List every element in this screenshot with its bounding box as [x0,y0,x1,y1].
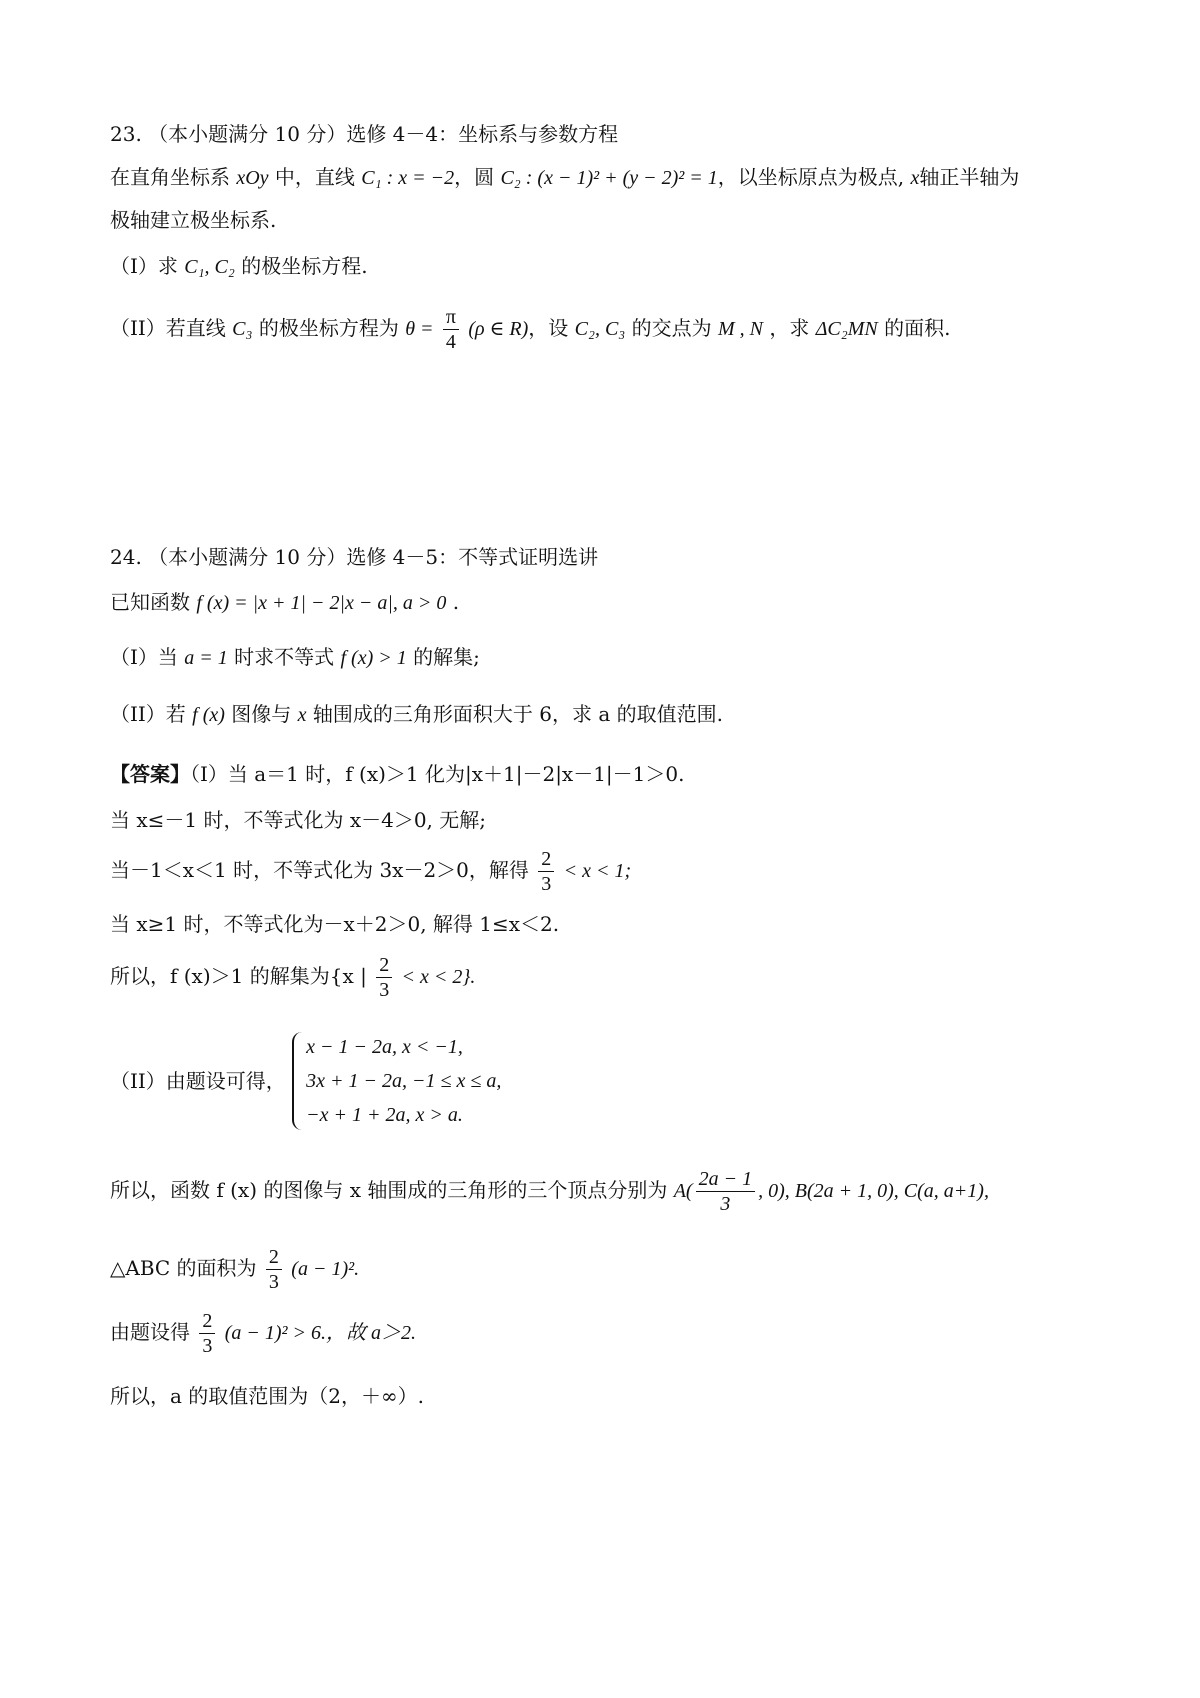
answer-line-8-fraction [266,1245,282,1294]
q23-part2-text-f: 的面积. [884,316,951,340]
q23-stem-xoy: xOy [236,167,269,189]
q23-part2-mn: M , N [717,318,763,340]
q23-stem-text-a: 在直角坐标系 [110,165,230,189]
q23-part2-c2c3: C₂, C₃ [574,318,626,340]
q23-part2-rho: (ρ ∈ R) [468,318,529,340]
q24-part1-text-c: 的解集; [413,645,480,669]
q23-part2-text-c: ，设 [528,316,569,340]
q23-stem-text-d: ，以坐标原点为极点, [717,165,905,189]
q23-part2-4: 4 [445,331,456,353]
q23-part2-text-b: 的极坐标方程为 [258,316,399,340]
q24-stem-text-b: . [452,590,460,614]
answer-line-7 [110,1162,989,1219]
q24-header: 24. （本小题满分 10 分）选修 4－5：不等式证明选讲 [110,545,599,569]
q23-part2 [110,300,950,357]
q23-part2-triangle: ΔC₂MN [815,318,878,340]
q24-part2-text-a: （II）若 [110,702,186,726]
brace-icon [292,1032,304,1130]
q23-stem [110,163,1019,192]
q24-part2-f: f (x) [192,704,225,726]
answer-line-3-fraction [538,847,554,896]
piecewise-function [292,1030,501,1132]
q23-stem-text-b: 中，直线 [274,165,355,189]
answer-line-3-den: 3 [541,873,552,895]
q24-stem-text-a: 已知函数 [110,590,190,614]
answer-line-7-den: 3 [720,1193,731,1215]
q23-part1-text-b: 的极坐标方程. [241,254,368,278]
answer-line-5-text-b: < x < 2}. [401,966,476,988]
q24-part2-text-c: 轴围成的三角形面积大于 6，求 a 的取值范围. [312,702,723,726]
q24-part1-ineq: f (x) > 1 [340,647,407,669]
answer-line-5-den: 3 [379,979,390,1001]
q23-part2-text-d: 的交点为 [631,316,712,340]
answer-line-5 [110,948,475,1005]
q24-part2-x: x [297,704,307,726]
q24-function: f (x) = |x + 1| − 2|x − a|, a > 0 [196,592,447,614]
answer-line-4: 当 x≥1 时，不等式化为－x＋2＞0, 解得 1≤x＜2. [110,912,560,936]
answer-line-9-text-a: 由题设得 [110,1320,190,1344]
q24-part1-cond: a = 1 [184,647,228,669]
answer-tag: 【答案】 [110,762,190,786]
q23-circle-c2: C₂ : (x − 1)² + (y − 2)² = 1 [500,167,718,189]
answer-line-1 [110,760,684,788]
answer-line-10: 所以，a 的取值范围为（2，＋∞）. [110,1384,425,1408]
answer-line-6-text: （II）由题设可得， [110,1069,286,1093]
q24-part1-text-b: 时求不等式 [234,645,335,669]
case-1: x − 1 − 2a, x < −1, [306,1036,463,1058]
q23-part1 [110,252,368,281]
answer-line-8-den: 3 [268,1271,279,1293]
q23-part2-pi: π [443,305,459,330]
answer-line-2: 当 x≤－1 时，不等式化为 x－4＞0, 无解; [110,808,487,832]
case-2: 3x + 1 − 2a, −1 ≤ x ≤ a, [306,1070,502,1092]
q24-part2 [110,700,723,729]
answer-line-5-num: 2 [376,953,392,978]
answer-line-9 [110,1304,416,1361]
q23-part2-c3: C₃ [232,318,253,340]
answer-line-8-num: 2 [266,1245,282,1270]
q23-part2-text-e: ，求 [769,316,810,340]
case-3: −x + 1 + 2a, x > a. [306,1104,463,1126]
answer-line-1-text: （I）当 a＝1 时，f (x)＞1 化为|x＋1|－2|x－1|－1＞0. [190,762,685,786]
q24-part1 [110,643,480,672]
q24-part1-text-a: （I）当 [110,645,178,669]
q24-part2-text-b: 图像与 [231,702,292,726]
q23-stem-line2: 极轴建立极坐标系. [110,208,277,232]
answer-line-9-den: 3 [202,1335,213,1357]
q23-stem-text-e: 轴正半轴为 [919,165,1020,189]
answer-line-8-text-a: △ABC 的面积为 [110,1256,257,1280]
answer-line-8-text-b: (a − 1)². [291,1258,360,1280]
answer-line-8 [110,1240,359,1297]
answer-line-7-text-b: , 0), B(2a + 1, 0), C(a, a+1), [758,1180,989,1202]
q23-part2-fraction [443,305,459,354]
answer-line-7-A: A( [673,1180,693,1202]
q23-header: 23. （本小题满分 10 分）选修 4－4：坐标系与参数方程 [110,122,619,146]
answer-line-3-num: 2 [538,847,554,872]
answer-line-7-fraction [696,1167,756,1216]
answer-line-9-fraction [199,1309,215,1358]
q23-part1-math: C₁, C₂ [184,256,235,278]
answer-line-7-num: 2a − 1 [696,1167,756,1192]
answer-line-7-text-a: 所以，函数 f (x) 的图像与 x 轴围成的三角形的三个顶点分别为 [110,1178,668,1202]
q23-line-c1: C₁ : x = −2 [361,167,455,189]
answer-line-3-text-a: 当－1＜x＜1 时，不等式化为 3x－2＞0，解得 [110,858,529,882]
answer-line-5-fraction [376,953,392,1002]
answer-line-9-num: 2 [199,1309,215,1334]
q23-stem-text-c: ，圆 [454,165,495,189]
answer-line-6 [110,1030,501,1132]
q23-stem-x: x [910,167,920,189]
answer-line-9-text-b: (a − 1)² > 6.，故 a＞2. [224,1322,417,1344]
q23-part2-theta: θ = [405,318,434,340]
q23-part1-text-a: （I）求 [110,254,178,278]
q24-stem [110,588,459,617]
answer-line-5-text-a: 所以，f (x)＞1 的解集为{x | [110,964,367,988]
answer-line-3 [110,842,631,899]
q23-part2-text-a: （II）若直线 [110,316,226,340]
answer-line-3-text-b: < x < 1; [563,860,632,882]
